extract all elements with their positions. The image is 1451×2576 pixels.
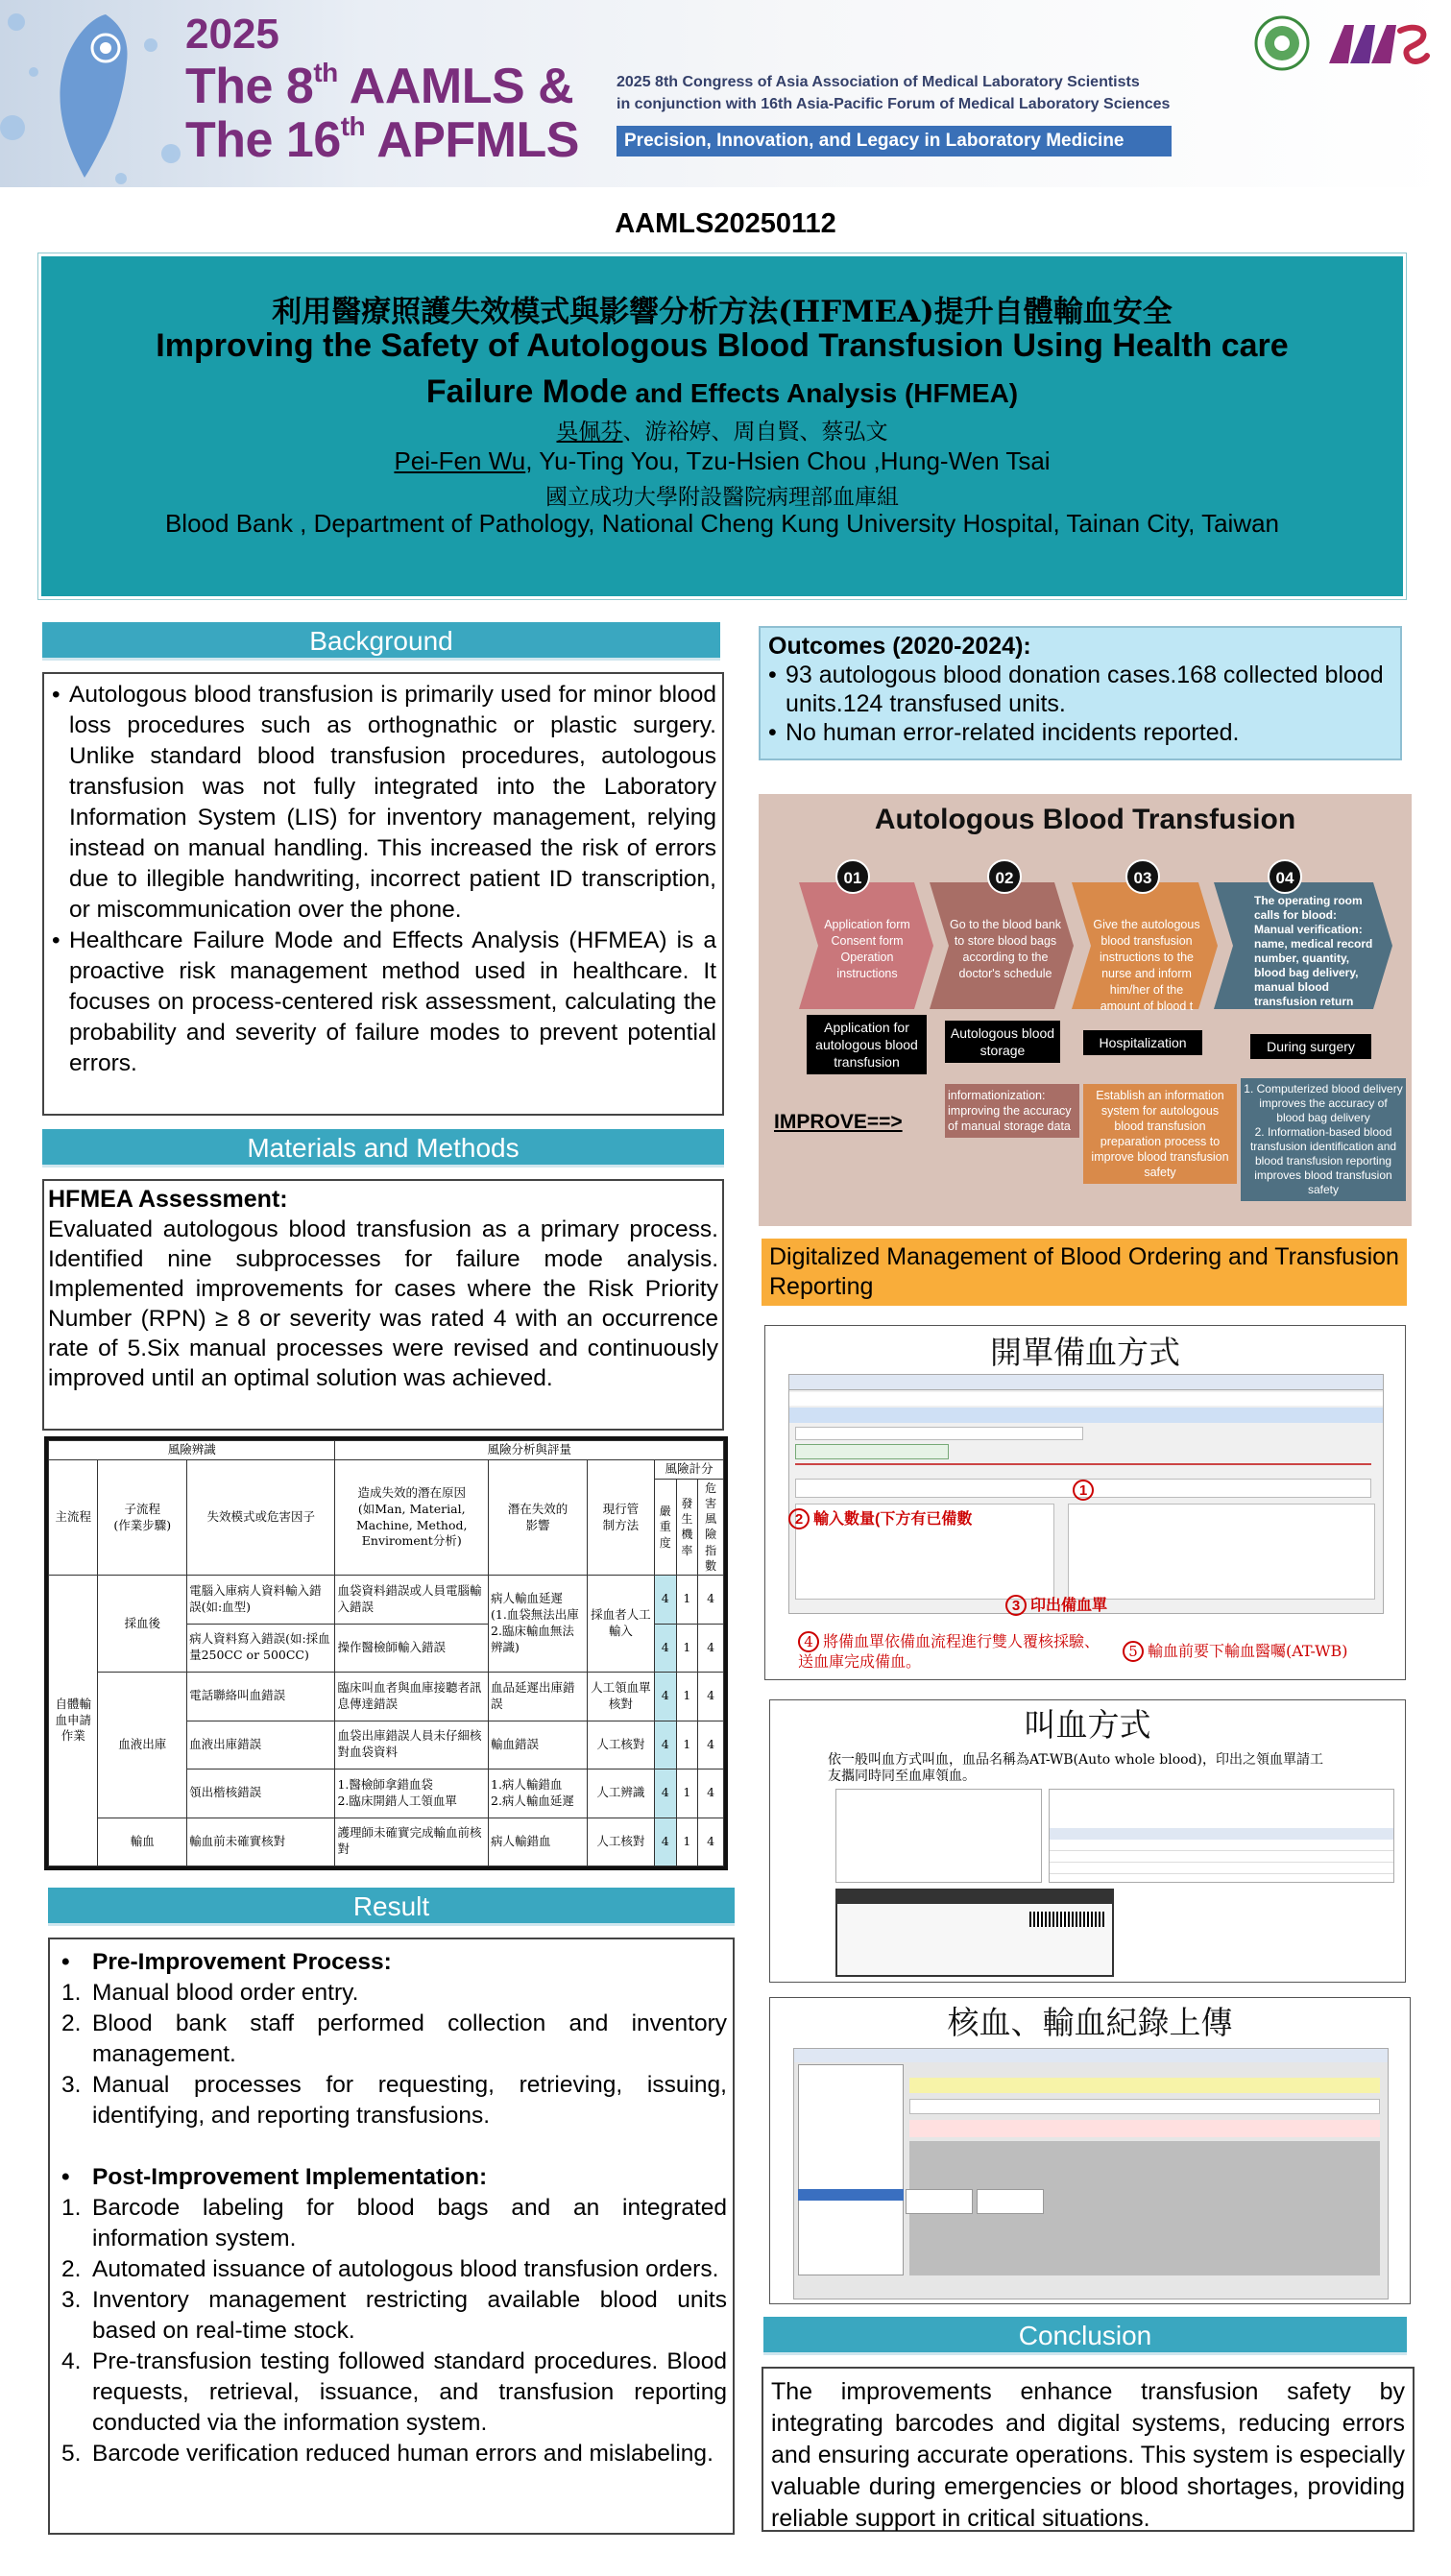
list-row — [1050, 1842, 1393, 1851]
fmea-col-header: 子流程 (作業步驟) — [98, 1460, 187, 1576]
pre-improvement-heading: • Pre-Improvement Process: — [56, 1947, 727, 1978]
conference-name-line1: The 8th AAMLS & — [185, 58, 574, 114]
record-toolbar — [909, 2120, 1380, 2137]
title-english-line1: Improving the Safety of Autologous Blood Transfusion Using Health care — [156, 327, 1289, 364]
annotation-print: 3 印出備血單 — [1005, 1593, 1107, 1616]
flow-title: Autologous Blood Transfusion — [874, 804, 1296, 835]
order-form-row — [795, 1427, 1083, 1440]
warning-line — [795, 1463, 1371, 1465]
post-improvement-item: 3. Inventory management restricting available blood units based on real-time stock. — [61, 2287, 727, 2344]
outcomes-box — [759, 626, 1402, 760]
annotation-one: 1 — [1073, 1480, 1098, 1501]
decor-dot — [29, 67, 38, 77]
fmea-col-header: 失效模式或危害因子 — [187, 1460, 335, 1576]
post-improvement-item: 1. Barcode labeling for blood bags and an integrated information system. — [61, 2195, 727, 2251]
annotation-quantity: 2 輸入數量(下方有已備數 — [788, 1506, 972, 1529]
affiliation-english: Blood Bank , Department of Pathology, National Cheng Kung University Hospital, Tainan City, Taiwan — [164, 509, 1280, 538]
fmea-effect: 血品延遲出庫錯誤 — [489, 1673, 588, 1721]
post-improvement-item: 5. Barcode verification reduced human errors and mislabeling. — [61, 2441, 713, 2467]
fmea-severity: 4 — [654, 1769, 676, 1818]
fmea-col-header: 發生機率 — [676, 1479, 698, 1575]
pre-improvement-item: 3. Manual processes for requesting, retrieving, issuing, identifying, and reporting transfusions. — [61, 2072, 727, 2129]
methods-heading: Materials and Methods — [42, 1129, 724, 1168]
list-header-row — [1050, 1828, 1393, 1840]
caption-step4: 4 將備血單依備血流程進行雙人覆核採驗、送血庫完成備血。 — [798, 1632, 1100, 1671]
pre-improvement-item: 2. Blood bank staff performed collection and inventory management. — [61, 2010, 727, 2067]
list-row — [1050, 1853, 1393, 1863]
fmea-cause: 臨床叫血者與血庫接聽者訊息傳達錯誤 — [335, 1673, 489, 1721]
fmea-severity: 4 — [654, 1721, 676, 1769]
instruction-list — [1068, 1504, 1375, 1600]
fmea-effect: 1.病人輸錯血 2.病人輸血延遲 — [489, 1769, 588, 1818]
blood-prep-button[interactable] — [795, 1444, 949, 1459]
conference-name-line2: The 16th APFMLS — [185, 111, 579, 168]
background-heading: Background — [42, 622, 720, 661]
improvement-box: Establish an information system for autologous blood transfusion preparation process to improve blood transfusion safety — [1083, 1084, 1237, 1184]
fmea-col-header: 造成失效的潛在原因 (如Man, Material, Machine, Method, Enviroment分析) — [335, 1460, 489, 1576]
result-heading: Result — [48, 1888, 735, 1926]
fmea-control: 採血者人工輸入 — [587, 1576, 654, 1673]
fmea-group-header: 風險分析與評量 — [335, 1441, 724, 1460]
step-number: 02 — [987, 859, 1022, 894]
submenu[interactable] — [977, 2189, 1044, 2214]
fmea-severity: 4 — [654, 1624, 676, 1673]
fmea-table — [48, 1440, 724, 1866]
step-label: Application for autologous blood transfusion — [807, 1015, 927, 1074]
fmea-failure-mode: 領出楷核錯誤 — [187, 1769, 335, 1818]
decor-dot — [161, 144, 181, 163]
context-menu-selected-item[interactable] — [798, 2189, 904, 2201]
fmea-failure-mode: 電話聯絡叫血錯誤 — [187, 1673, 335, 1721]
authors-chinese: 吳佩芬、游裕婷、周自賢、蔡弘文 — [556, 420, 888, 445]
step-number: 03 — [1125, 859, 1160, 894]
outcome-item: • No human error-related incidents reported. — [768, 718, 1392, 747]
fmea-group-header: 風險計分 — [654, 1460, 723, 1480]
fmea-failure-mode: 電腦入庫病人資料輸入錯誤(如:血型) — [187, 1576, 335, 1625]
slip-titlebar — [837, 1890, 1112, 1904]
fmea-rpn: 4 — [698, 1769, 724, 1818]
fmea-effect: 病人輸血延遲 (1.血袋無法出庫 2.臨床輸血無法辨識) — [489, 1576, 588, 1673]
panel-title: 叫血方式 — [1024, 1706, 1151, 1744]
panel-title: 開單備血方式 — [990, 1334, 1180, 1371]
window-toolbar — [789, 1375, 1383, 1390]
fmea-rpn: 4 — [698, 1576, 724, 1625]
result-text-box — [48, 1938, 735, 2535]
abstract-id: AAMLS20250112 — [615, 208, 836, 239]
conference-header — [0, 0, 1451, 187]
fmea-rpn: 4 — [698, 1818, 724, 1866]
issue-slip-window — [835, 1889, 1114, 1977]
record-window — [793, 2048, 1389, 2299]
background-text-box — [42, 672, 724, 1116]
outcomes-heading: Outcomes (2020-2024): — [768, 633, 1031, 660]
submenu[interactable] — [906, 2189, 973, 2214]
fmea-col-header: 現行管 制方法 — [587, 1460, 654, 1576]
fmea-severity: 4 — [654, 1576, 676, 1625]
date-filter-row — [909, 2099, 1380, 2114]
authors-english: Pei-Fen Wu, Yu-Ting You, Tzu-Hsien Chou ,Hung-Wen Tsai — [394, 446, 1051, 475]
context-menu[interactable] — [798, 2064, 904, 2275]
fmea-rpn: 4 — [698, 1624, 724, 1673]
fmea-occurrence: 1 — [676, 1769, 698, 1818]
fmea-subprocess: 採血後 — [98, 1576, 187, 1673]
order-screenshot-panel — [764, 1325, 1406, 1680]
blood-request-screenshot-panel — [769, 1699, 1406, 1983]
fmea-control: 人工核對 — [587, 1721, 654, 1769]
fmea-control: 人工核對 — [587, 1818, 654, 1866]
transfusion-record-screenshot-panel — [769, 1997, 1411, 2304]
fmea-occurrence: 1 — [676, 1624, 698, 1673]
fmea-cause: 血袋出庫錯誤人員未仔細核對血袋資料 — [335, 1721, 489, 1769]
window-menu — [794, 2049, 1388, 2062]
fmea-cause: 護理師未確實完成輸血前核對 — [335, 1818, 489, 1866]
fmea-rpn: 4 — [698, 1673, 724, 1721]
outcome-item: • 93 autologous blood donation cases.168 collected blood units.124 transfused units. — [768, 661, 1392, 718]
background-bullet: • Healthcare Failure Mode and Effects Analysis (HFMEA) is a proactive risk management method used in healthcare. It focuses on process-centered risk assessment, calculating the probability and severity of failure modes to prevent potential errors. — [52, 926, 716, 1079]
list-row — [1050, 1865, 1393, 1874]
post-improvement-heading: • Post-Improvement Implementation: — [56, 2162, 727, 2193]
step-number: 01 — [835, 859, 870, 894]
tab-strip — [789, 1408, 1383, 1423]
step-label: Autologous blood storage — [945, 1021, 1060, 1063]
fmea-col-header: 主流程 — [49, 1460, 98, 1576]
fmea-group-header: 風險辨識 — [49, 1441, 335, 1460]
panel-caption: 依一般叫血方式叫血，血品名稱為AT-WB(Auto whole blood)，印出之領血單請工友攜同時同至血庫領血。 — [828, 1752, 1323, 1784]
title-english-line2: Failure Mode and Effects Analysis (HFMEA) — [425, 373, 1019, 410]
society-seal-icon — [1254, 15, 1310, 71]
blood-list-window — [1049, 1789, 1394, 1883]
fmea-table-wrapper — [44, 1436, 728, 1870]
conference-subtitle-2: in conjunction with 16th Asia-Pacific Forum of Medical Laboratory Sciences — [617, 96, 1171, 112]
patient-info-row — [789, 1392, 1383, 1406]
decor-dot — [8, 13, 25, 31]
fmea-cause: 1.醫檢師拿錯血袋 2.臨床開錯人工領血單 — [335, 1769, 489, 1818]
fmea-occurrence: 1 — [676, 1721, 698, 1769]
fmea-failure-mode: 病人資料寫入錯誤(如:採血量250CC or 500CC) — [187, 1624, 335, 1673]
conference-subtitle-1: 2025 8th Congress of Asia Association of Medical Laboratory Scientists — [617, 74, 1140, 90]
aams-logo — [1325, 17, 1431, 70]
transfusion-flow-diagram — [759, 794, 1412, 1226]
taiwan-map-icon — [38, 10, 144, 182]
title-panel — [38, 253, 1406, 599]
fmea-occurrence: 1 — [676, 1673, 698, 1721]
step-number: 04 — [1268, 859, 1302, 894]
patient-banner — [909, 2078, 1380, 2093]
request-form-window — [835, 1789, 1042, 1883]
conclusion-text-box: The improvements enhance transfusion safety by integrating barcodes and digital systems, reducing errors and ensuring accurate operations. This system is especially valuable during emergencies or blood shortages, providing reliable support in critical situations. — [762, 2367, 1415, 2532]
improvement-box: 1. Computerized blood delivery improves the accuracy of blood bag delivery 2. Information-based blood transfusion identification and blood transfusion reporting improves blood transfusion safety — [1241, 1078, 1406, 1201]
fmea-occurrence: 1 — [676, 1576, 698, 1625]
improvement-box: informationization: improving the accuracy of manual storage data — [945, 1084, 1079, 1138]
methods-subheading: HFMEA Assessment: — [48, 1186, 288, 1213]
fmea-main-process: 自體輸血申請作業 — [49, 1576, 98, 1866]
fmea-failure-mode: 輸血前未確實核對 — [187, 1818, 335, 1866]
fmea-severity: 4 — [654, 1673, 676, 1721]
caption-step5: 5 輸血前要下輸血醫囑(AT-WB) — [1123, 1639, 1401, 1662]
post-improvement-item: 4. Pre-transfusion testing followed standard procedures. Blood requests, retrieval, issuance, and transfusion reporting conducted via the information system. — [61, 2348, 727, 2436]
decor-dot — [0, 115, 25, 140]
fmea-failure-mode: 血液出庫錯誤 — [187, 1721, 335, 1769]
fmea-cause: 操作醫檢師輸入錯誤 — [335, 1624, 489, 1673]
fmea-col-header: 危害風險指數 — [698, 1479, 724, 1575]
step-label: During surgery — [1250, 1034, 1371, 1059]
step-description: Give the autologous blood transfusion instructions to the nurse and inform him/her of the amount of blood t — [1093, 918, 1200, 1013]
fmea-occurrence: 1 — [676, 1818, 698, 1866]
fmea-subprocess: 血液出庫 — [98, 1673, 187, 1818]
panel-title: 核血、輸血紀錄上傳 — [947, 2004, 1233, 2041]
fmea-cause: 血袋資料錯誤或人員電腦輸入錯誤 — [335, 1576, 489, 1625]
pre-improvement-item: 1. Manual blood order entry. — [61, 1980, 359, 2006]
affiliation-chinese: 國立成功大學附設醫院病理部血庫組 — [545, 485, 899, 510]
step-label: Hospitalization — [1083, 1030, 1202, 1055]
background-bullet: • Autologous blood transfusion is primarily used for minor blood loss procedures such as orthognathic or plastic surgery. Unlike standard blood transfusion procedures, autologous transfusion was not fully integrated into the Laboratory Information System (LIS) for inventory management, relying instead on manual handling. This increased the risk of errors due to illegible handwriting, incorrect patient ID transcription, or miscommunication over the phone. — [52, 680, 716, 926]
conclusion-heading: Conclusion — [763, 2317, 1407, 2355]
fmea-effect: 輸血錯誤 — [489, 1721, 588, 1769]
fmea-col-header: 潛在失效的 影響 — [489, 1460, 588, 1576]
methods-paragraph: Evaluated autologous blood transfusion as a primary process. Identified nine subprocesses for failure mode analysis. Implemented improvements for cases where the Risk Priority Number (RPN) ≥ 8 or severity was rated 4 with an occurrence rate of 5.Six manual processes were revised and continuously improved until an optimal solution was achieved. — [48, 1216, 718, 1391]
digital-management-heading: Digitalized Management of Blood Ordering and Transfusion Reporting — [762, 1239, 1407, 1306]
decor-dot — [144, 38, 157, 52]
methods-text-box — [42, 1179, 724, 1431]
post-improvement-item: 2. Automated issuance of autologous blood transfusion orders. — [61, 2256, 719, 2282]
improve-label: IMPROVE==> — [774, 1111, 903, 1133]
step-description: Go to the blood bank to store blood bags according to the doctor's schedule — [949, 918, 1062, 980]
step-description: Application form Consent form Operation instructions — [824, 918, 910, 980]
fmea-control: 人工辨識 — [587, 1769, 654, 1818]
fmea-effect: 病人輸錯血 — [489, 1818, 588, 1866]
fmea-control: 人工領血單核對 — [587, 1673, 654, 1721]
fmea-col-header: 嚴重度 — [654, 1479, 676, 1575]
title-chinese: 利用醫療照護失效模式與影響分析方法(HFMEA)提升自體輸血安全 — [272, 295, 1173, 329]
fmea-subprocess: 輸血 — [98, 1818, 187, 1866]
step-description: The operating room calls for blood: Manual verification: name, medical record number, quantity, blood bag delivery, manual blood transfusion return — [1254, 894, 1373, 1008]
conference-theme-banner: Precision, Innovation, and Legacy in Laboratory Medicine — [617, 126, 1172, 156]
conference-year: 2025 — [185, 11, 279, 58]
fmea-severity: 4 — [654, 1818, 676, 1866]
fmea-rpn: 4 — [698, 1721, 724, 1769]
barcode-icon — [1029, 1912, 1106, 1927]
